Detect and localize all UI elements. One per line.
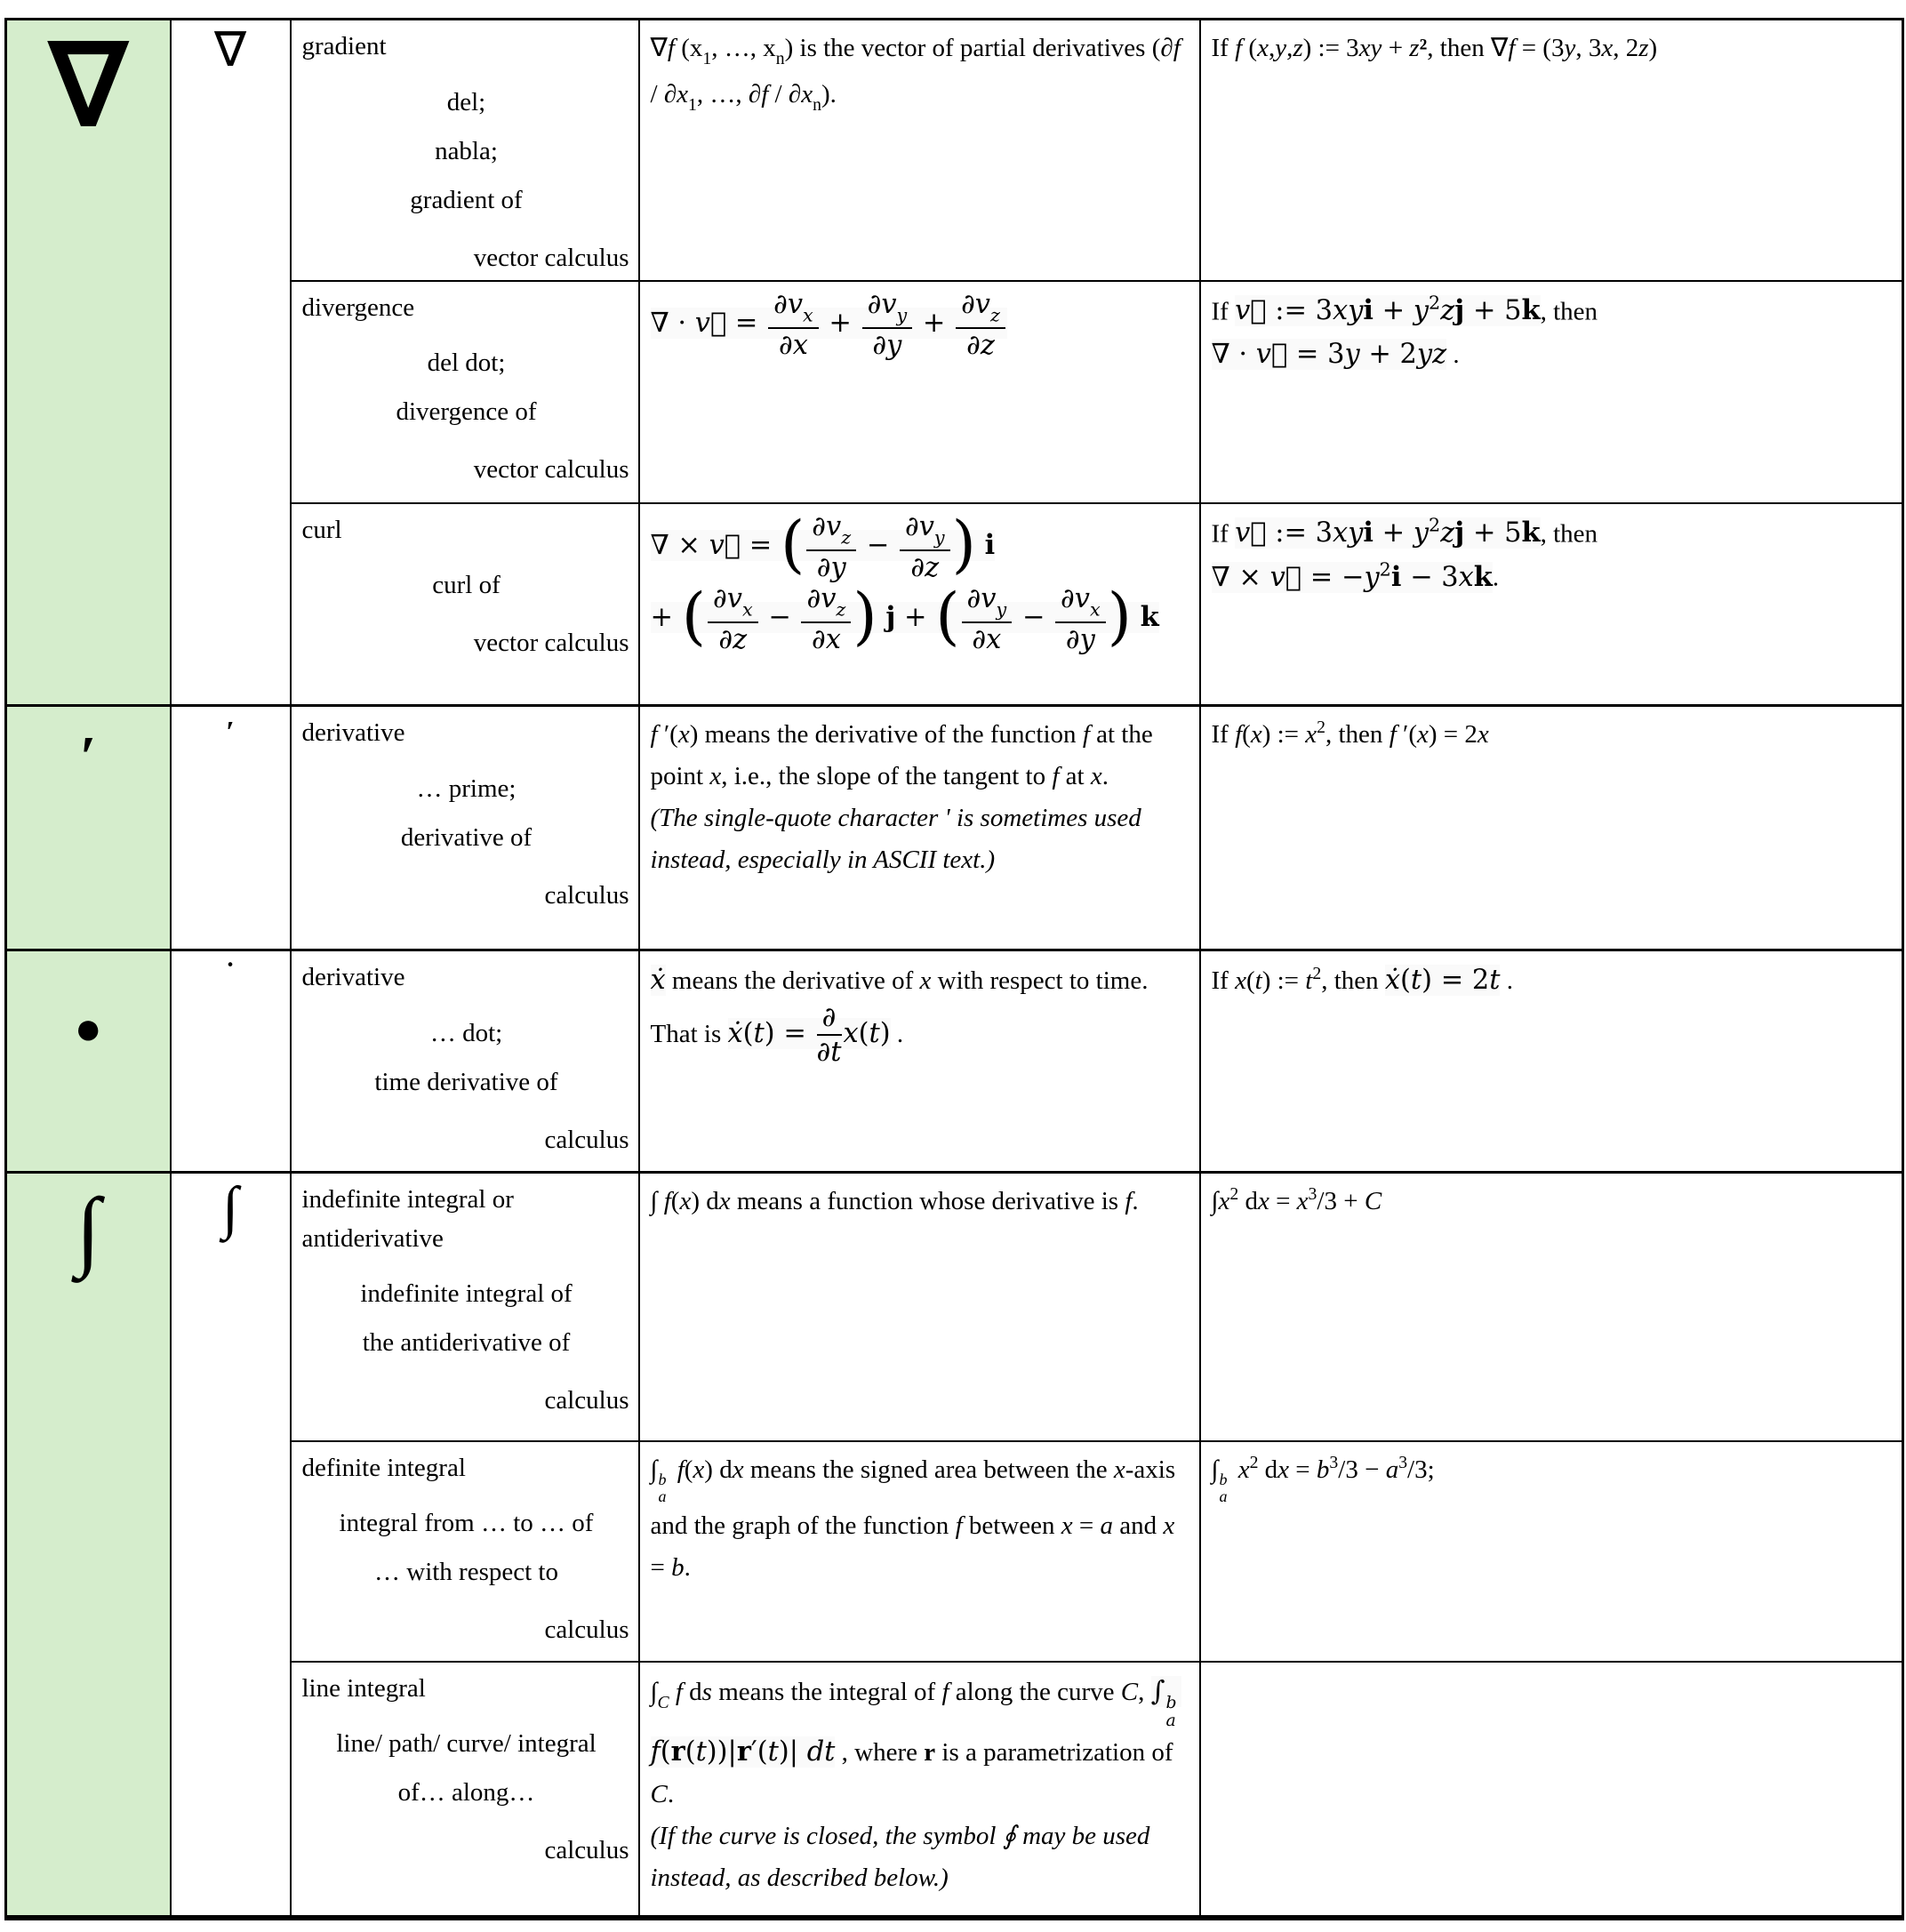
line-integral-name-cell (291, 1662, 639, 1918)
read-as-line: line/ path/ curve/ integral (336, 1729, 597, 1758)
symbol-name: derivative (301, 718, 405, 747)
math-symbols-table (4, 18, 1904, 1920)
read-as-line: divergence of (396, 397, 537, 426)
divergence-example-cell: If v⃗ := $3xyi + y^2zj + 5k$, then ∇ · v⃗ = 3y + 2yz . (1200, 281, 1903, 503)
table-row (6, 1441, 1903, 1662)
symbol-name: curl (301, 515, 342, 544)
curl-example-cell: If v⃗ := $3xyi + y^2zj + 5k$, then ∇ × v⃗ = $-y^2i - 3xk$. (1200, 503, 1903, 706)
dot-derivative-name-cell (291, 950, 639, 1173)
divergence-name-cell (291, 281, 639, 503)
nabla-large-glyph: ∇ (50, 23, 127, 149)
read-as-lines (302, 1281, 631, 1356)
dot-derivative-example-cell: If x(t) := $t^2$, then ẋ(t) = 2t . (1200, 950, 1903, 1173)
read-as-lines (302, 776, 631, 851)
symbol-name: definite integral (301, 1453, 466, 1482)
prime-small-glyph: ′ (226, 716, 235, 749)
dot-rendered-cell (171, 950, 291, 1173)
table-row (6, 503, 1903, 706)
integral-symbol-cell (6, 1173, 171, 1918)
nabla-small-glyph: ∇ (213, 23, 247, 76)
read-as-line: … prime; (416, 774, 517, 803)
table-row (6, 20, 1903, 281)
category-label: calculus (544, 1836, 629, 1864)
symbol-name: divergence (301, 293, 415, 322)
read-as-line: nabla; (435, 136, 498, 165)
dot-symbol-cell (6, 950, 171, 1173)
read-as-lines (302, 1511, 631, 1585)
dot-small-glyph: ˙ (223, 954, 237, 998)
definite-integral-explanation-cell: ∫ b a f(x) dx means the signed area between the x-axis and the graph of the function f between x = a and x = b. (639, 1441, 1200, 1662)
nabla-symbol-cell (6, 20, 171, 706)
symbol-name: line integral (301, 1673, 426, 1703)
prime-derivative-example-cell: If f(x) := $x^2$, then f ′(x) = 2x (1200, 706, 1903, 950)
indefinite-integral-explanation-cell: ∫ f(x) dx means a function whose derivative is f. (639, 1173, 1200, 1441)
read-as-line: … with respect to (374, 1558, 558, 1586)
category-label: vector calculus (473, 455, 629, 484)
definite-integral-name-cell (291, 1441, 639, 1662)
category-label: calculus (544, 880, 629, 910)
integral-large-glyph: ∫ (76, 1180, 100, 1279)
read-as-line: … dot; (429, 1018, 503, 1047)
category-label: calculus (544, 1386, 629, 1415)
category-label: vector calculus (473, 243, 629, 272)
read-as-line: the antiderivative of (362, 1328, 571, 1357)
read-as-lines (302, 1018, 631, 1096)
read-as-line: time derivative of (374, 1067, 558, 1096)
table-row (6, 706, 1903, 950)
read-as-lines (302, 573, 631, 598)
category-label: vector calculus (473, 629, 629, 657)
prime-rendered-cell (171, 706, 291, 950)
read-as-line: of… along… (397, 1778, 535, 1807)
read-as-lines (302, 350, 631, 425)
table-row (6, 1662, 1903, 1918)
category-label: calculus (544, 1615, 629, 1644)
read-as-lines (302, 87, 631, 214)
read-as-line: indefinite integral of (360, 1279, 573, 1308)
line-integral-example-cell (1200, 1662, 1903, 1918)
read-as-line: del dot; (427, 349, 506, 377)
prime-large-glyph: ′ (79, 725, 97, 790)
prime-derivative-name-cell (291, 706, 639, 950)
symbol-name: derivative (301, 963, 405, 991)
integral-small-glyph: ∫ (221, 1175, 239, 1240)
category-label: calculus (544, 1125, 629, 1154)
read-as-line: curl of (432, 571, 501, 599)
table-row (6, 1173, 1903, 1441)
prime-symbol-cell (6, 706, 171, 950)
gradient-example-cell: If f (x,y,z) := 3xy + z², then ∇f = (3y, 3x, 2z) (1200, 20, 1903, 281)
read-as-line: integral from … to … of (339, 1509, 594, 1537)
read-as-line: del; (446, 87, 486, 116)
prime-derivative-explanation-cell: f ′(x) means the derivative of the function f at the point x, i.e., the slope of the tangent to f at x. (The single-quote character ' is sometimes used instead, especially in ASCII text.) (639, 706, 1200, 950)
divergence-explanation-cell: ∇ · v⃗ = $\frac{\partial v_x}{\partial x}$ + $\frac{\partial v_y}{\partial y}$ + $\frac{\partial v_z}{\partial z}$ (639, 281, 1200, 503)
symbol-name: gradient (301, 32, 387, 60)
dot-large-glyph: ● (74, 1004, 102, 1054)
gradient-name-cell (291, 20, 639, 281)
indefinite-integral-example-cell: $\int x^2$ dx = $x^3/3 + C$ (1200, 1173, 1903, 1441)
nabla-rendered-cell (171, 20, 291, 706)
read-as-lines (302, 1731, 631, 1806)
definite-integral-example-cell: ∫ b a $x^2$ dx = $b^3/3 - a^3/3$; (1200, 1441, 1903, 1662)
integral-rendered-cell (171, 1173, 291, 1918)
dot-derivative-explanation-cell: ẋ means the derivative of x with respect to time. That is ẋ(t) = ∂ ∂t x(t) . (639, 950, 1200, 1173)
curl-name-cell (291, 503, 639, 706)
line-integral-explanation-cell: $\int_C$ f ds means the integral of f along the curve C, ∫ b a f(r(t))|r′(t)| dt , where r is a parametrization of C. (If the curve is closed, the symbol ∮ may be used instead, as described below.) (639, 1662, 1200, 1918)
curl-explanation-cell: ∇ × v⃗ = ( $\frac{\partial v_z}{\partial y}$ − $\frac{\partial v_y}{\partial z}$ ) i + ( $\frac{\partial v_x}{\partial z}$ − $\frac{\partial v_z}{\partial x}$ ) j + ( $\frac{\partial v_y}{\partial x}$ − $\frac{\partial v_x}{\partial y}$ ) k (639, 503, 1200, 706)
symbol-name: indefinite integral or antiderivative (301, 1185, 514, 1253)
table-row (6, 281, 1903, 503)
indefinite-integral-name-cell (291, 1173, 639, 1441)
read-as-line: derivative of (400, 822, 533, 852)
table-row (6, 950, 1903, 1173)
gradient-explanation-cell: ∇f ($x_1$, …, $x_n$) is the vector of partial derivatives ($\partial f / \partial x_1$, …, $\partial f / \partial x_n$). (639, 20, 1200, 281)
read-as-line: gradient of (410, 185, 523, 214)
